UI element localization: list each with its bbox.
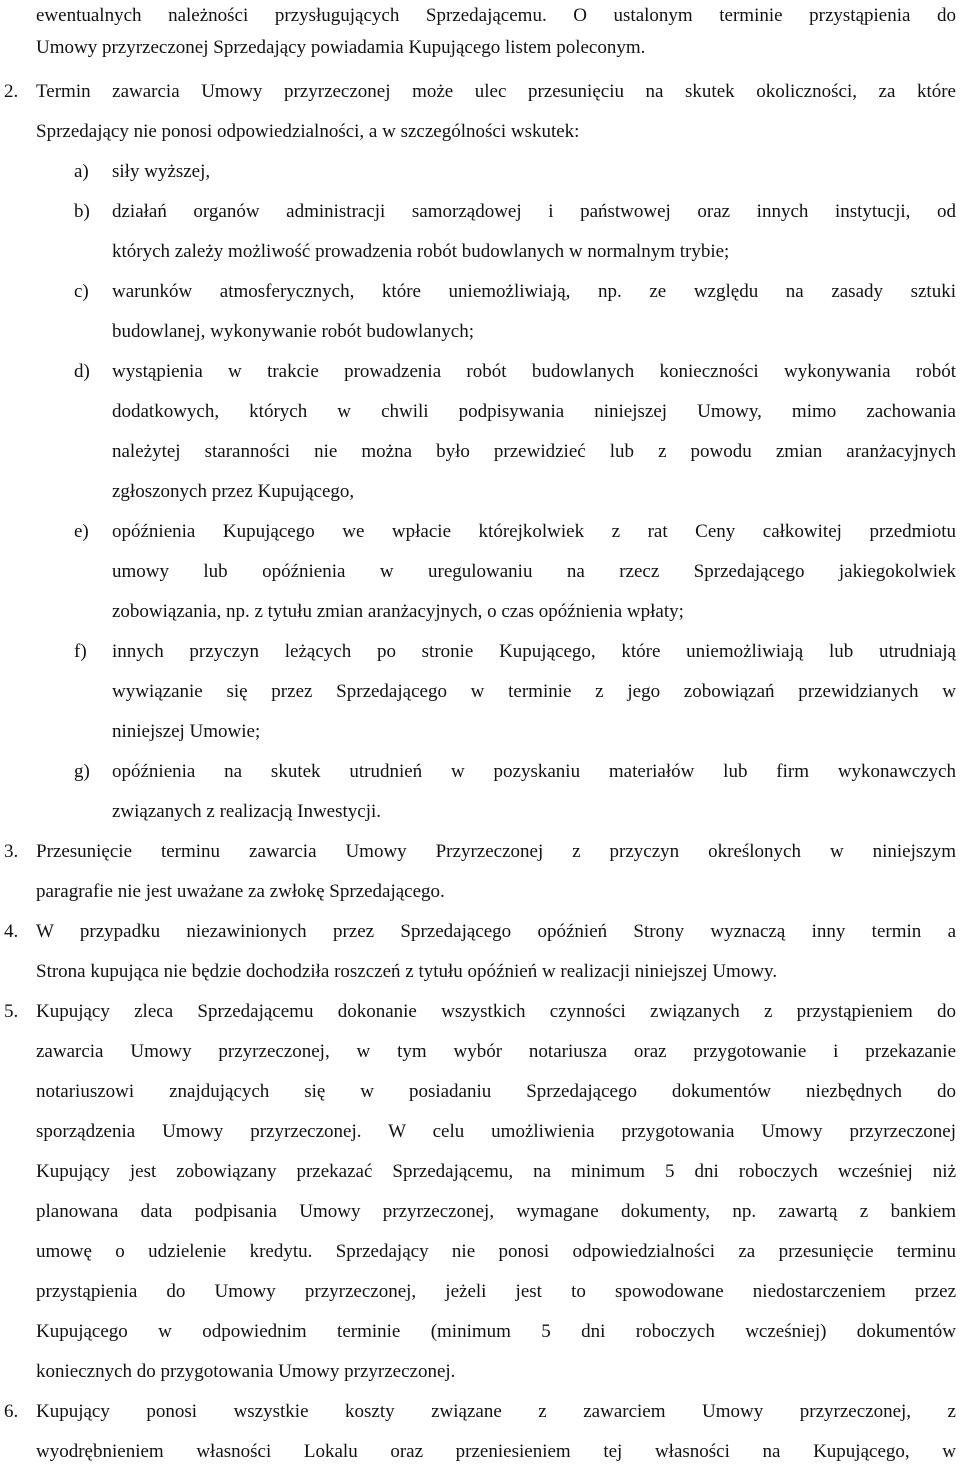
text-line: Kupujący ponosi wszystkie koszty związane z zawarciem Umowy przyrzeczonej, z	[36, 1401, 956, 1422]
list-item-number: 4.	[4, 921, 19, 942]
list-item-number: 3.	[4, 841, 19, 862]
text-line: innych przyczyn leżących po stronie Kupującego, które uniemożliwiają lub utrudniają	[112, 641, 956, 662]
text-line: których zależy możliwość prowadzenia robót budowlanych w normalnym trybie;	[112, 241, 730, 262]
text-line: działań organów administracji samorządowej i państwowej oraz innych instytucji, od	[112, 201, 956, 222]
list-item-letter: g)	[74, 761, 90, 782]
text-line: wystąpienia w trakcie prowadzenia robót budowlanych konieczności wykonywania robót	[112, 361, 956, 382]
text-line: Kupującego w odpowiednim terminie (minimum 5 dni roboczych wcześniej) dokumentów	[36, 1321, 956, 1342]
text-line: Przesunięcie terminu zawarcia Umowy Przyrzeczonej z przyczyn określonych w niniejszym	[36, 841, 956, 862]
text-line: zawarcia Umowy przyrzeczonej, w tym wybór notariusza oraz przygotowanie i przekazanie	[36, 1041, 956, 1062]
text-line: opóźnienia na skutek utrudnień w pozyskaniu materiałów lub firm wykonawczych	[112, 761, 956, 782]
list-item-letter: f)	[74, 641, 87, 662]
text-line: należytej staranności nie można było przewidzieć lub z powodu zmian aranżacyjnych	[112, 441, 956, 462]
text-line: warunków atmosferycznych, które uniemożliwiają, np. ze względu na zasady sztuki	[112, 281, 956, 302]
text-line: notariuszowi znajdujących się w posiadaniu Sprzedającego dokumentów niezbędnych do	[36, 1081, 956, 1102]
text-line: wywiązanie się przez Sprzedającego w terminie z jego zobowiązań przewidzianych w	[112, 681, 956, 702]
text-line: sporządzenia Umowy przyrzeczonej. W celu umożliwienia przygotowania Umowy przyrzeczonej	[36, 1121, 956, 1142]
text-line: zgłoszonych przez Kupującego,	[112, 481, 355, 502]
text-line: umowę o udzielenie kredytu. Sprzedający nie ponosi odpowiedzialności za przesunięcie terminu	[36, 1241, 956, 1262]
text-line: umowy lub opóźnienia w uregulowaniu na rzecz Sprzedającego jakiegokolwiek	[112, 561, 956, 582]
list-item-number: 2.	[4, 81, 19, 102]
text-line: zobowiązania, np. z tytułu zmian aranżacyjnych, o czas opóźnienia wpłaty;	[112, 601, 684, 622]
text-line: Kupujący jest zobowiązany przekazać Sprzedającemu, na minimum 5 dni roboczych wcześniej niż	[36, 1161, 956, 1182]
list-item-letter: c)	[74, 281, 89, 302]
text-line: Sprzedający nie ponosi odpowiedzialności, a w szczególności wskutek:	[36, 121, 580, 142]
text-line: Strona kupująca nie będzie dochodziła roszczeń z tytułu opóźnień w realizacji niniejszej Umowy.	[36, 961, 778, 982]
text-line: dodatkowych, których w chwili podpisywania niniejszej Umowy, mimo zachowania	[112, 401, 956, 422]
text-line: Termin zawarcia Umowy przyrzeczonej może ulec przesunięciu na skutek okoliczności, za które	[36, 81, 956, 102]
list-item-letter: e)	[74, 521, 89, 542]
text-line: paragrafie nie jest uważane za zwłokę Sprzedającego.	[36, 881, 445, 902]
text-line: niniejszej Umowie;	[112, 721, 261, 742]
text-line: planowana data podpisania Umowy przyrzeczonej, wymagane dokumenty, np. zawartą z bankiem	[36, 1201, 956, 1222]
text-line: koniecznych do przygotowania Umowy przyrzeczonej.	[36, 1361, 456, 1382]
list-item-letter: a)	[74, 161, 89, 182]
text-line: opóźnienia Kupującego we wpłacie którejkolwiek z rat Ceny całkowitej przedmiotu	[112, 521, 956, 542]
text-line: związanych z realizacją Inwestycji.	[112, 801, 382, 822]
text-line: wyodrębnieniem własności Lokalu oraz przeniesieniem tej własności na Kupującego, w	[36, 1441, 956, 1462]
text-line: ewentualnych należności przysługujących Sprzedającemu. O ustalonym terminie przystąpienia do	[36, 5, 956, 26]
text-line: W przypadku niezawinionych przez Sprzedającego opóźnień Strony wyznaczą inny termin a	[36, 921, 956, 942]
list-item-letter: b)	[74, 201, 90, 222]
text-line: budowlanej, wykonywanie robót budowlanych;	[112, 321, 474, 342]
text-line: przystąpienia do Umowy przyrzeczonej, jeżeli jest to spowodowane niedostarczeniem przez	[36, 1281, 956, 1302]
text-line: siły wyższej,	[112, 161, 211, 182]
text-line: Kupujący zleca Sprzedającemu dokonanie wszystkich czynności związanych z przystąpieniem do	[36, 1001, 956, 1022]
list-item-letter: d)	[74, 361, 90, 382]
list-item-number: 5.	[4, 1001, 19, 1022]
text-line: Umowy przyrzeczonej Sprzedający powiadamia Kupującego listem poleconym.	[36, 37, 646, 58]
list-item-number: 6.	[4, 1401, 19, 1422]
